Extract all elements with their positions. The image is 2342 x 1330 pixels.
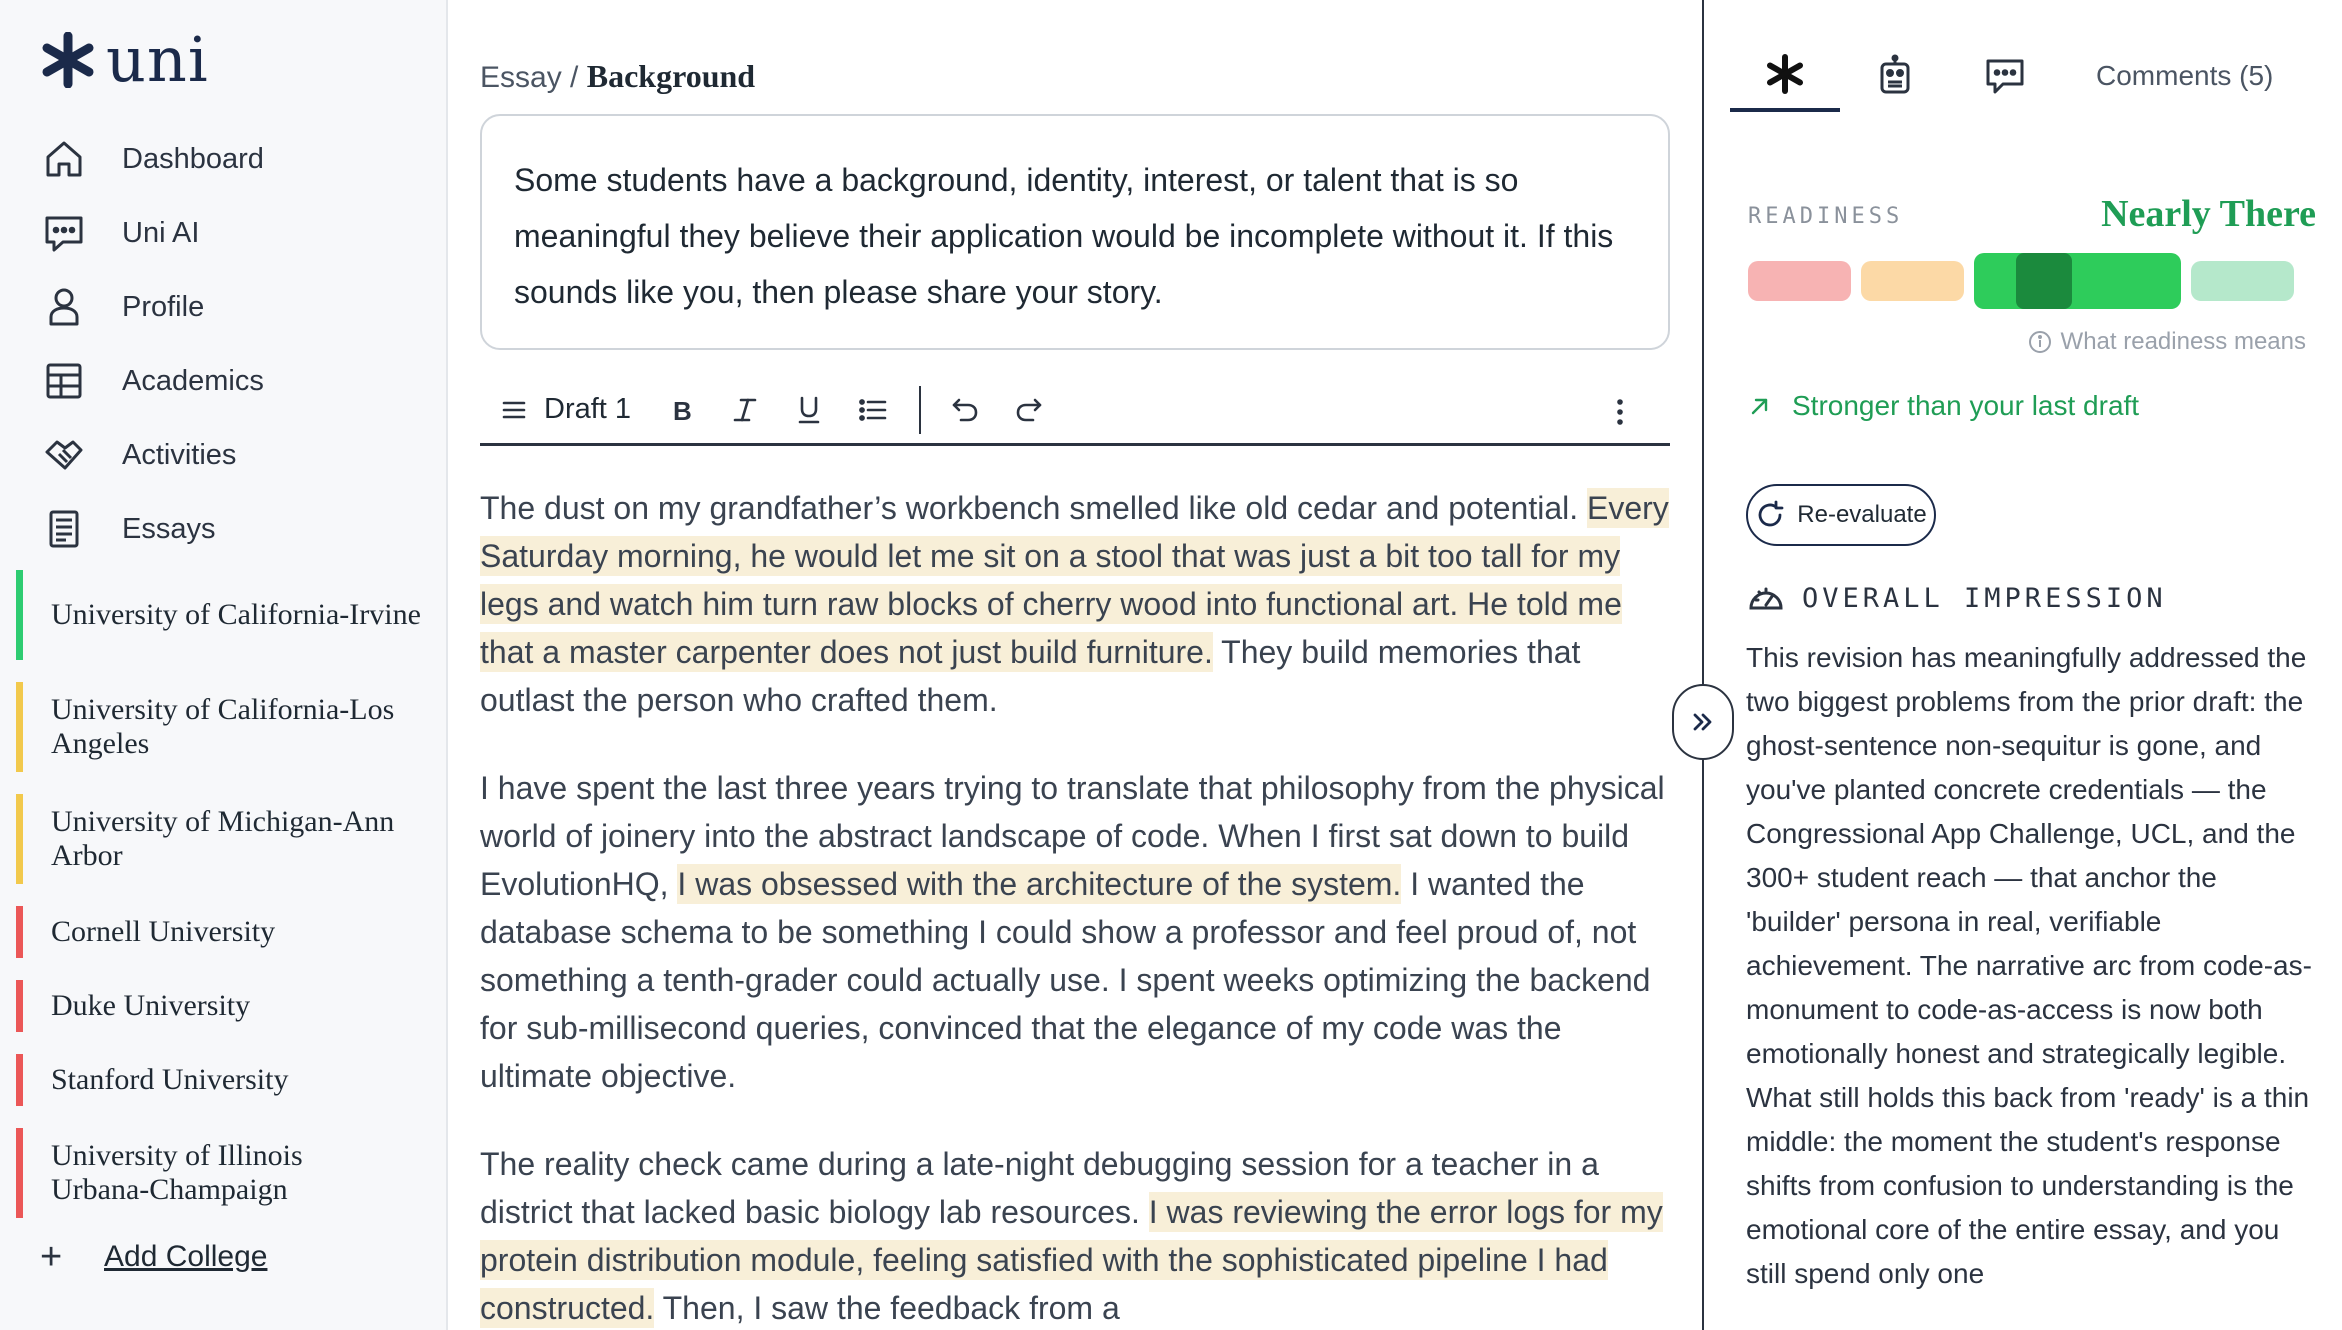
readiness-info-link[interactable]: [2027, 328, 2306, 356]
college-item[interactable]: [16, 570, 436, 660]
essay-text: I wanted the database schema to be something I could show a professor and feel proud of, not something a tenth-grader could actually use. I spent weeks optimizing the backend for sub-millisecond queries, convinced that the elegance of my code was the ultimate objective.: [480, 866, 1651, 1094]
college-item[interactable]: [16, 1054, 436, 1106]
bullet-list-button[interactable]: [847, 384, 899, 436]
refresh-icon: [1755, 500, 1785, 530]
svg-text:B: B: [673, 395, 692, 426]
nav-label: Essays: [122, 512, 216, 545]
essay-text: They build memories that outlast the person who crafted them.: [480, 634, 1581, 718]
handshake-icon: [40, 431, 88, 479]
nav-item-activities[interactable]: [40, 418, 440, 492]
collapse-panel-button[interactable]: [1672, 684, 1734, 760]
more-options-button[interactable]: [1594, 386, 1646, 438]
feedback-panel: [1702, 0, 2342, 1330]
college-list: [16, 570, 436, 1240]
nav-label: Dashboard: [122, 142, 264, 175]
college-name: Cornell University: [51, 915, 276, 948]
college-item[interactable]: [16, 794, 436, 884]
breadcrumb-parent[interactable]: Essay: [480, 61, 562, 94]
italic-button[interactable]: [719, 384, 771, 436]
app-name: uni: [106, 23, 209, 96]
app-logo[interactable]: [40, 24, 209, 96]
gauge-icon: [1746, 578, 1786, 618]
readiness-trend-label: Stronger than your last draft: [1792, 390, 2140, 421]
document-icon: [40, 505, 88, 553]
redo-icon: [1013, 394, 1045, 426]
chevrons-right-icon: [1688, 707, 1718, 737]
readiness-segment-1: [1748, 261, 1851, 301]
highlighted-sentence[interactable]: I was reviewing the error logs for my protein distribution module, feeling satisfied with the sophisticated pipeline I had constructed.: [480, 1194, 1663, 1326]
nav-item-dashboard[interactable]: [40, 122, 440, 196]
college-name: University of Illinois Urbana-Champaign: [51, 1139, 303, 1206]
essay-paragraph: [480, 484, 1670, 724]
sidebar: [0, 0, 448, 1330]
comment-dots-icon: [1983, 54, 2027, 98]
essay-body[interactable]: [480, 484, 1670, 1330]
tab-ai-assistant[interactable]: [1840, 40, 1950, 112]
essay-prompt: Some students have a background, identity, interest, or talent that is so meaningful they believe their application would be incomplete without it. If this sounds like you, then please share your story.: [480, 114, 1670, 350]
readiness-status: Nearly There: [2101, 193, 2316, 235]
robot-icon: [1873, 54, 1917, 98]
highlighted-sentence[interactable]: I was obsessed with the architecture of the system.: [677, 866, 1402, 902]
nav-label: Academics: [122, 364, 264, 397]
readiness-info-label: What readiness means: [2060, 328, 2306, 355]
tab-comments[interactable]: Comments (5): [2096, 60, 2274, 91]
person-icon: [40, 283, 88, 331]
add-college-label: Add College: [104, 1240, 268, 1273]
essay-text: I have spent the last three years trying to translate that philosophy from the physical world of joinery into the abstract landscape of code. When I first sat down to build EvolutionHQ,: [480, 770, 1665, 902]
essay-editor: [450, 0, 1702, 1330]
nav-item-essays[interactable]: [40, 492, 440, 566]
essay-text: Then, I saw the feedback from a: [654, 1290, 1120, 1326]
plus-icon: +: [40, 1236, 63, 1278]
nav-label: Profile: [122, 290, 205, 323]
menu-icon: [498, 394, 530, 426]
arrow-up-right-icon: [1748, 394, 1772, 418]
toolbar-divider: [919, 386, 921, 434]
draft-menu-button[interactable]: [488, 384, 540, 436]
editor-toolbar: [480, 376, 1670, 446]
undo-icon: [949, 394, 981, 426]
college-name: University of California-Irvine: [51, 598, 421, 631]
nav-item-profile[interactable]: [40, 270, 440, 344]
undo-button[interactable]: [939, 384, 991, 436]
breadcrumb-current: Background: [586, 58, 756, 94]
readiness-label: READINESS: [1748, 204, 1904, 229]
essay-text: The dust on my grandfather’s workbench smelled like old cedar and potential.: [480, 490, 1587, 526]
info-icon: [2027, 329, 2053, 355]
essay-paragraph: [480, 764, 1670, 1100]
breadcrumb-separator: /: [570, 61, 579, 94]
table-icon: [40, 357, 88, 405]
college-name: University of Michigan-Ann Arbor: [51, 805, 395, 872]
italic-icon: [729, 394, 761, 426]
underline-button[interactable]: [783, 384, 835, 436]
bold-button[interactable]: [655, 384, 707, 436]
essay-text: The reality check came during a late-night debugging session for a teacher in a district that lacked basic biology lab resources.: [480, 1146, 1599, 1230]
overall-impression-text: This revision has meaningfully addressed the two biggest problems from the prior draft: the ghost-sentence non-sequitur is gone, and you've planted concrete credentials — the Congressional App Challenge, UCL, and the 300+ student reach — that anchor the 'builder' persona in real, verifiable achievement. The narrative arc from code-as-monument to code-as-access is now both emotionally honest and strategically legible. What still holds this back from 'ready' is a thin middle: the moment the student's response shifts from confusion to understanding is the emotional core of the entire essay, and you still spend only one: [1746, 642, 2312, 1289]
bold-icon: [665, 394, 697, 426]
nav-item-uni-ai[interactable]: [40, 196, 440, 270]
asterisk-icon: [1763, 52, 1807, 96]
tab-feedback[interactable]: [1730, 40, 1840, 112]
college-item[interactable]: [16, 906, 436, 958]
readiness-meter: [1748, 254, 2294, 308]
bullet-list-icon: [857, 394, 889, 426]
readiness-marker: [2016, 253, 2072, 309]
add-college-button[interactable]: [40, 1238, 267, 1276]
essay-paragraph: [480, 1140, 1670, 1330]
redo-button[interactable]: [1003, 384, 1055, 436]
re-evaluate-label: Re-evaluate: [1797, 501, 1927, 528]
breadcrumb: [480, 58, 755, 95]
underline-icon: [793, 394, 825, 426]
readiness-segment-3: [1974, 253, 2180, 309]
college-item[interactable]: [16, 980, 436, 1032]
college-name: University of California-Los Angeles: [51, 693, 395, 760]
college-item[interactable]: [16, 682, 436, 772]
asterisk-logo-icon: [40, 32, 96, 88]
main-nav: [40, 122, 440, 566]
tab-chat[interactable]: [1950, 40, 2060, 112]
nav-label: Uni AI: [122, 216, 200, 249]
nav-label: Activities: [122, 438, 237, 471]
home-icon: [40, 135, 88, 183]
draft-label[interactable]: Draft 1: [544, 393, 632, 425]
readiness-segment-4: [2191, 261, 2294, 301]
college-name: Stanford University: [51, 1063, 289, 1096]
nav-item-academics[interactable]: [40, 344, 440, 418]
chat-bubble-icon: [40, 209, 88, 257]
more-vertical-icon: [1604, 396, 1636, 428]
readiness-card: [1724, 170, 2328, 460]
overall-impression-heading: [1746, 578, 2167, 618]
re-evaluate-button[interactable]: [1746, 484, 1936, 546]
highlighted-sentence[interactable]: Every Saturday morning, he would let me sit on a stool that was just a bit too tall for my legs and watch him turn raw blocks of cherry wood into functional art. He told me that a master carpenter does not just build furniture.: [480, 490, 1669, 670]
college-name: Duke University: [51, 989, 251, 1022]
panel-tabs: [1730, 40, 2330, 112]
readiness-trend: [1748, 390, 2139, 422]
overall-impression-title: OVERALL IMPRESSION: [1802, 582, 2167, 614]
readiness-segment-2: [1861, 261, 1964, 301]
college-item[interactable]: [16, 1128, 436, 1218]
